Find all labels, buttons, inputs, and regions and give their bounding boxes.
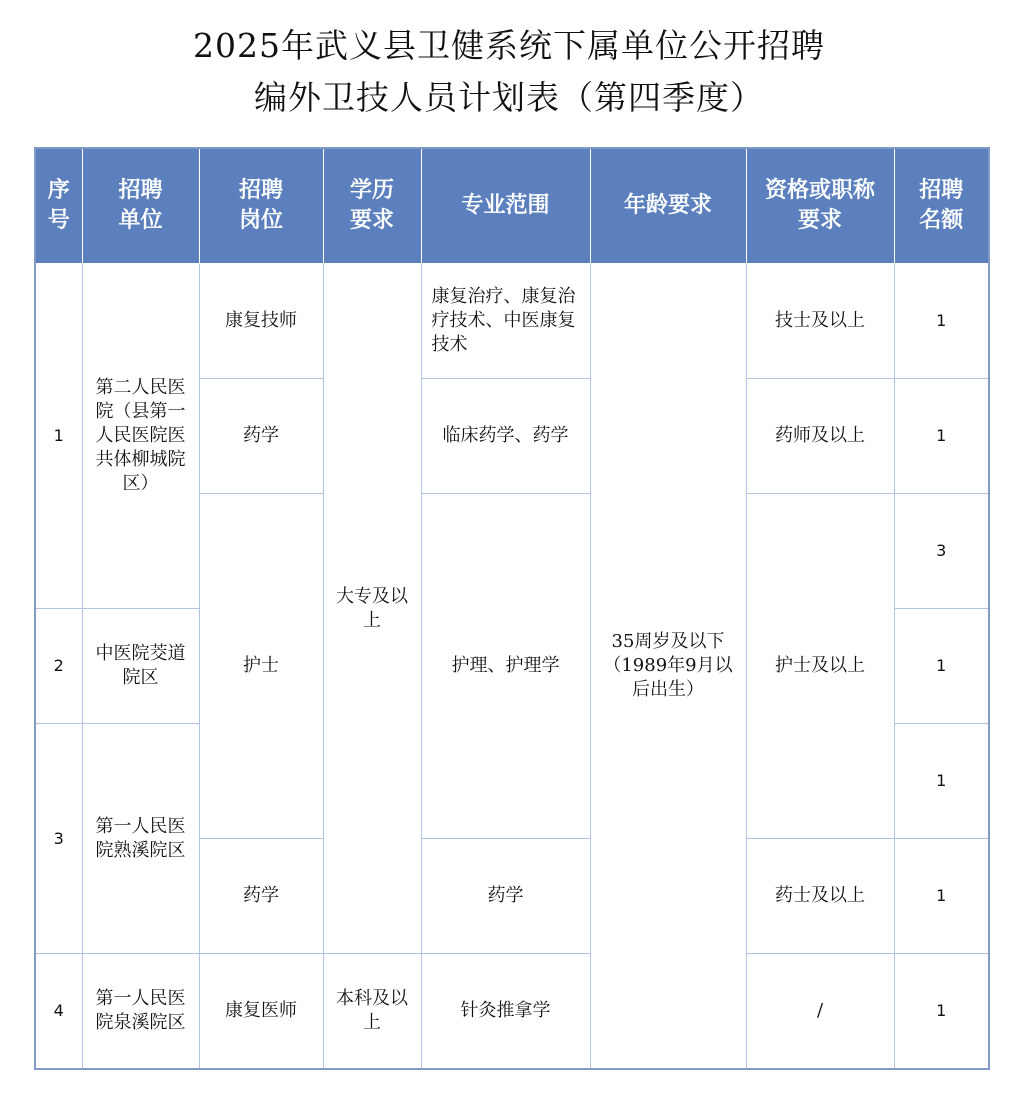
cell-quota: 1 xyxy=(894,379,989,494)
header-seq: 序 号 xyxy=(35,148,82,264)
page-title-line-1: 2025年武义县卫健系统下属单位公开招聘 xyxy=(193,26,825,65)
cell-unit: 第一人民医院泉溪院区 xyxy=(82,954,199,1070)
cell-major: 药学 xyxy=(421,839,590,954)
cell-seq: 4 xyxy=(35,954,82,1070)
header-unit: 招聘 单位 xyxy=(82,148,199,264)
cell-quota: 1 xyxy=(894,609,989,724)
page-title-line-2: 编外卫技人员计划表（第四季度） xyxy=(254,78,764,117)
cell-quota: 1 xyxy=(894,264,989,379)
cell-quota: 3 xyxy=(894,494,989,609)
recruitment-plan-table xyxy=(34,147,990,1070)
cell-seq: 1 xyxy=(35,264,82,609)
cell-major: 护理、护理学 xyxy=(421,494,590,839)
cell-qualification: 药师及以上 xyxy=(746,379,894,494)
cell-education: 大专及以上 xyxy=(323,264,421,954)
header-major: 专业范围 xyxy=(421,148,590,264)
cell-major: 康复治疗、康复治疗技术、中医康复技术 xyxy=(421,264,590,379)
cell-quota: 1 xyxy=(894,839,989,954)
cell-education: 本科及以上 xyxy=(323,954,421,1070)
cell-position: 药学 xyxy=(199,379,323,494)
cell-qualification: / xyxy=(746,954,894,1070)
cell-seq: 2 xyxy=(35,609,82,724)
header-education: 学历 要求 xyxy=(323,148,421,264)
cell-major: 针灸推拿学 xyxy=(421,954,590,1070)
header-quota: 招聘 名额 xyxy=(894,148,989,264)
header-qualification: 资格或职称 要求 xyxy=(746,148,894,264)
cell-unit: 第一人民医院熟溪院区 xyxy=(82,724,199,954)
cell-seq: 3 xyxy=(35,724,82,954)
table-row xyxy=(35,264,989,379)
table-header-row xyxy=(35,148,989,264)
cell-age: 35周岁及以下（1989年9月以后出生） xyxy=(590,264,746,1070)
cell-position: 康复技师 xyxy=(199,264,323,379)
cell-position: 护士 xyxy=(199,494,323,839)
header-age: 年龄要求 xyxy=(590,148,746,264)
table-row xyxy=(35,954,989,1070)
cell-major: 临床药学、药学 xyxy=(421,379,590,494)
cell-quota: 1 xyxy=(894,724,989,839)
cell-qualification: 技士及以上 xyxy=(746,264,894,379)
cell-position: 康复医师 xyxy=(199,954,323,1070)
cell-qualification: 药士及以上 xyxy=(746,839,894,954)
cell-unit: 第二人民医院（县第一人民医院医共体柳城院区） xyxy=(82,264,199,609)
cell-qualification: 护士及以上 xyxy=(746,494,894,839)
cell-unit: 中医院茭道院区 xyxy=(82,609,199,724)
header-position: 招聘 岗位 xyxy=(199,148,323,264)
cell-position: 药学 xyxy=(199,839,323,954)
cell-quota: 1 xyxy=(894,954,989,1070)
